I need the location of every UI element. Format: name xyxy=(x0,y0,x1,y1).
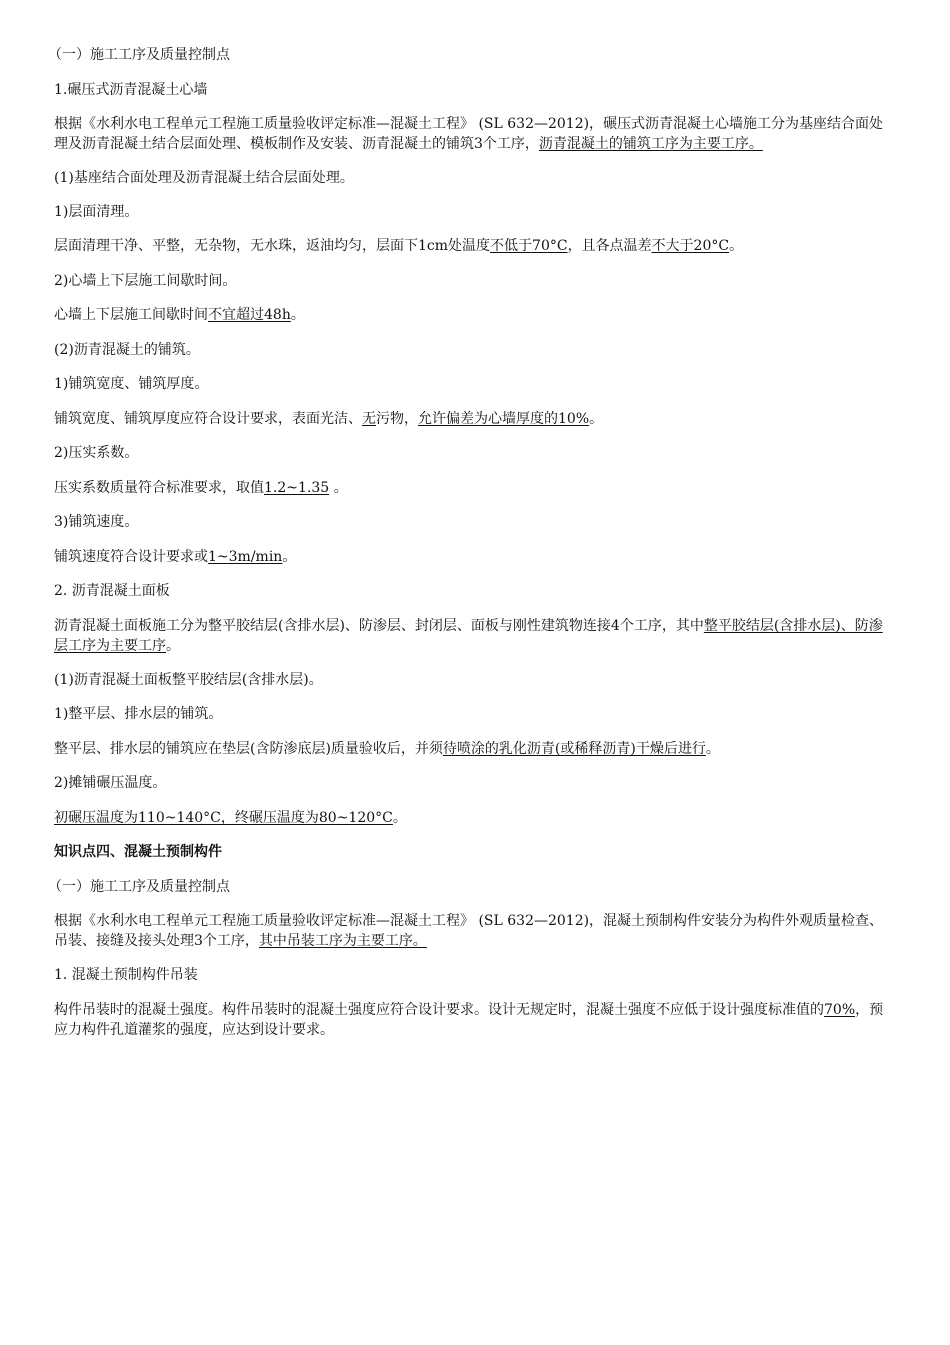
underlined-text: 不低于70°C xyxy=(490,238,568,254)
underlined-text: 70% xyxy=(824,1002,856,1018)
underlined-text: 允许偏差为心墙厚度的10% xyxy=(418,411,590,427)
underlined-text: 不宜超过48h xyxy=(208,307,291,323)
knowledge-point-heading: 知识点四、混凝土预制构件 xyxy=(54,844,222,860)
paragraph: (2)沥青混凝土的铺筑。 xyxy=(54,342,200,358)
underlined-text: 1~3m/min xyxy=(208,549,283,565)
underlined-text: 1.2~1.35 xyxy=(264,480,330,496)
paragraph: 压实系数质量符合标准要求，取值1.2~1.35 。 xyxy=(54,480,348,496)
paragraph: 1)整平层、排水层的铺筑。 xyxy=(54,706,223,722)
underlined-text: 整平胶结层(含排水层)、防渗层工序为主要工序 xyxy=(54,618,883,654)
underlined-text: 待喷涂的乳化沥青(或稀释沥青)干燥后进行 xyxy=(442,741,706,757)
section-heading: （一）施工工序及质量控制点 xyxy=(48,879,230,895)
subsection-heading: 1.碾压式沥青混凝土心墙 xyxy=(54,82,208,98)
underlined-text: 沥青混凝土的铺筑工序为主要工序。 xyxy=(538,136,763,152)
paragraph: 2)压实系数。 xyxy=(54,445,139,461)
paragraph: 层面清理干净、平整，无杂物，无水珠，返油均匀，层面下1cm处温度不低于70°C，且各点温差不大于20°C。 xyxy=(54,238,744,254)
paragraph: 铺筑宽度、铺筑厚度应符合设计要求，表面光洁、无污物，允许偏差为心墙厚度的10%。 xyxy=(54,411,604,427)
underlined-text: 不大于20°C xyxy=(651,238,730,254)
paragraph: 初碾压温度为110~140°C，终碾压温度为80~120°C。 xyxy=(54,810,407,826)
paragraph: 2)心墙上下层施工间歇时间。 xyxy=(54,273,237,289)
paragraph: 整平层、排水层的铺筑应在垫层(含防渗底层)质量验收后，并须待喷涂的乳化沥青(或稀释沥青)干燥后进行。 xyxy=(54,741,720,757)
paragraph: (1)基座结合面处理及沥青混凝土结合层面处理。 xyxy=(54,170,354,186)
section-heading: （一）施工工序及质量控制点 xyxy=(48,47,230,63)
paragraph: 2)摊铺碾压温度。 xyxy=(54,775,167,791)
underlined-text: 其中吊装工序为主要工序。 xyxy=(258,933,427,949)
paragraph: 铺筑速度符合设计要求或1~3m/min。 xyxy=(54,549,297,565)
paragraph: 构件吊装时的混凝土强度。构件吊装时的混凝土强度应符合设计要求。设计无规定时，混凝土强度不应低于设计强度标准值的70%，预应力构件孔道灌浆的强度，应达到设计要求。 xyxy=(54,1002,884,1038)
underlined-text: 初碾压温度为110~140°C，终碾压温度为80~120°C xyxy=(54,810,393,826)
paragraph: 心墙上下层施工间歇时间不宜超过48h。 xyxy=(54,307,305,323)
paragraph: 1)铺筑宽度、铺筑厚度。 xyxy=(54,376,209,392)
paragraph: 根据《水利水电工程单元工程施工质量验收评定标准—混凝土工程》 (SL 632—2012)，碾压式沥青混凝土心墙施工分为基座结合面处理及沥青混凝土结合层面处理、模板制作及安装、沥青混凝土的铺筑3个工序，沥青混凝土的铺筑工序为主要工序。 xyxy=(54,116,884,152)
underlined-text: 无 xyxy=(362,411,376,427)
paragraph: 3)铺筑速度。 xyxy=(54,514,139,530)
paragraph: 沥青混凝土面板施工分为整平胶结层(含排水层)、防渗层、封闭层、面板与刚性建筑物连接4个工序，其中整平胶结层(含排水层)、防渗层工序为主要工序。 xyxy=(54,618,883,654)
paragraph: 1)层面清理。 xyxy=(54,204,139,220)
paragraph: 根据《水利水电工程单元工程施工质量验收评定标准—混凝土工程》 (SL 632—2012)，混凝土预制构件安装分为构件外观质量检查、吊装、接缝及接头处理3个工序，其中吊装工序为主要工序。 xyxy=(54,913,884,949)
subsection-heading: 1. 混凝土预制构件吊装 xyxy=(54,967,198,983)
paragraph: (1)沥青混凝土面板整平胶结层(含排水层)。 xyxy=(54,672,323,688)
subsection-heading: 2. 沥青混凝土面板 xyxy=(54,583,170,599)
